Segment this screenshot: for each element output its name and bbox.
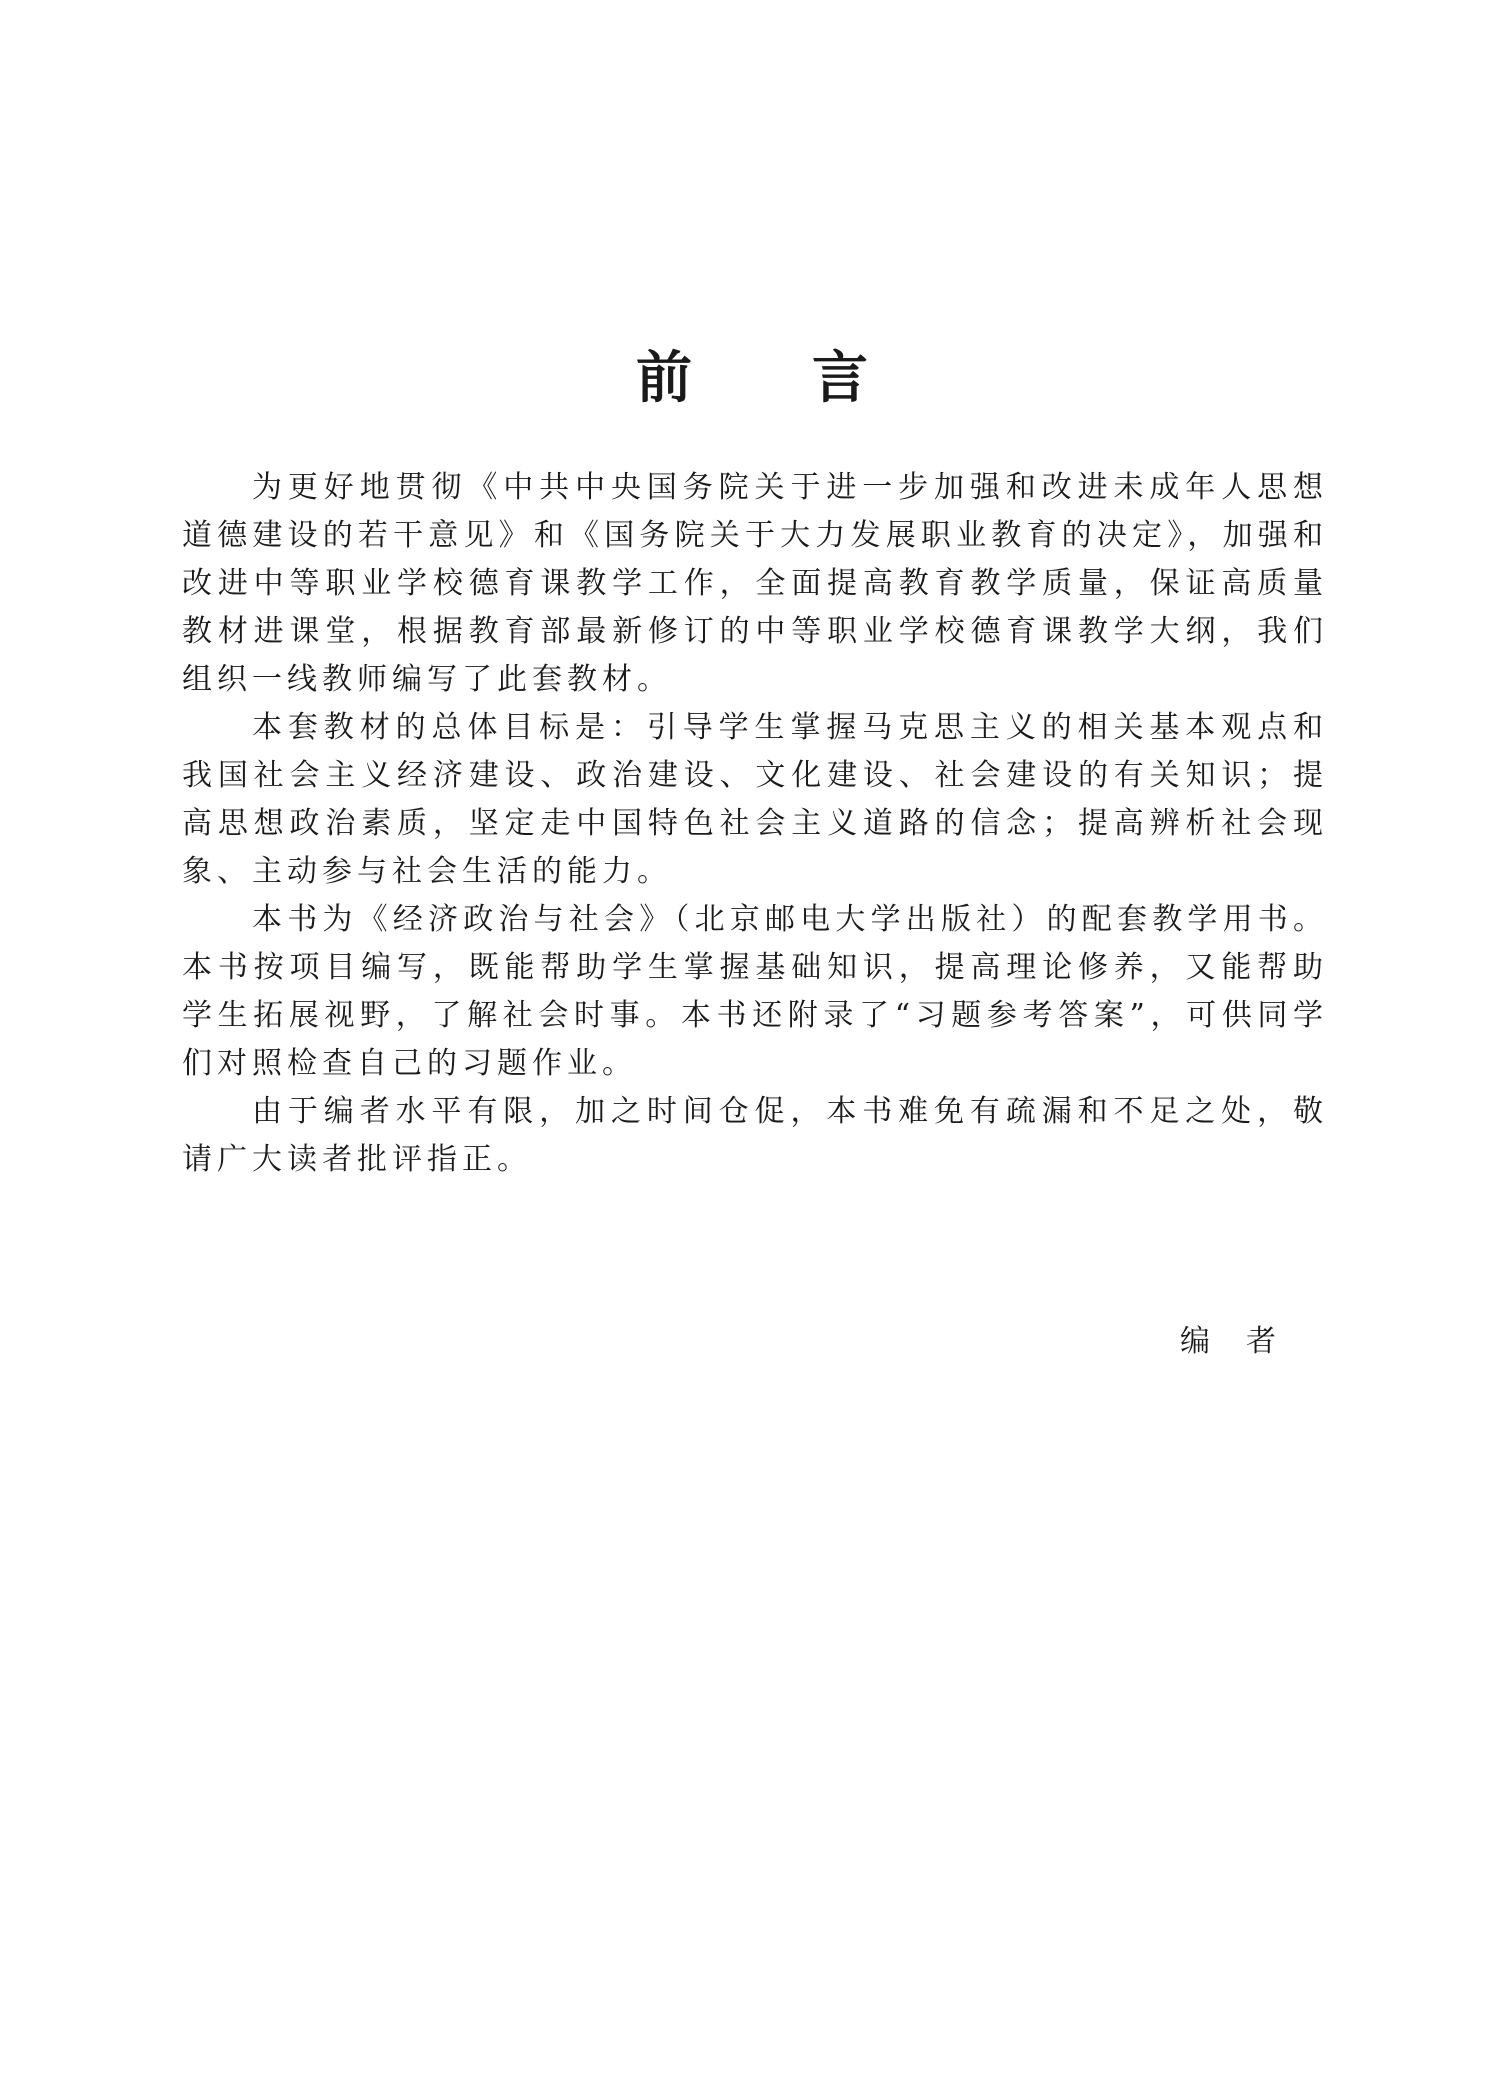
- author-signature: 编者: [1180, 1324, 1312, 1359]
- paragraph-2: 本套教材的总体目标是：引导学生掌握马克思主义的相关基本观点和我国社会主义经济建设、政治建设、文化建设、社会建设的有关知识；提高思想政治素质，坚定走中国特色社会主义道路的信念；提高辨析社会现象、主动参与社会生活的能力。: [182, 710, 1328, 889]
- page-title: 前言: [636, 344, 988, 411]
- paragraph-1: 为更好地贯彻《中共中央国务院关于进一步加强和改进未成年人思想道德建设的若干意见》和《国务院关于大力发展职业教育的决定》，加强和改进中等职业学校德育课教学工作，全面提高教育教学质量，保证高质量教材进课堂，根据教育部最新修订的中等职业学校德育课教学大纲，我们组织一线教师编写了此套教材。: [182, 470, 1328, 697]
- paragraph-4: 由于编者水平有限，加之时间仓促，本书难免有疏漏和不足之处，敬请广大读者批评指正。: [182, 1094, 1328, 1177]
- preface-body: [182, 464, 1328, 1184]
- paragraph-3: 本书为《经济政治与社会》（北京邮电大学出版社）的配套教学用书。本书按项目编写，既能帮助学生掌握基础知识，提高理论修养，又能帮助学生拓展视野，了解社会时事。本书还附录了“习题参考答案”，可供同学们对照检查自己的习题作业。: [182, 902, 1328, 1081]
